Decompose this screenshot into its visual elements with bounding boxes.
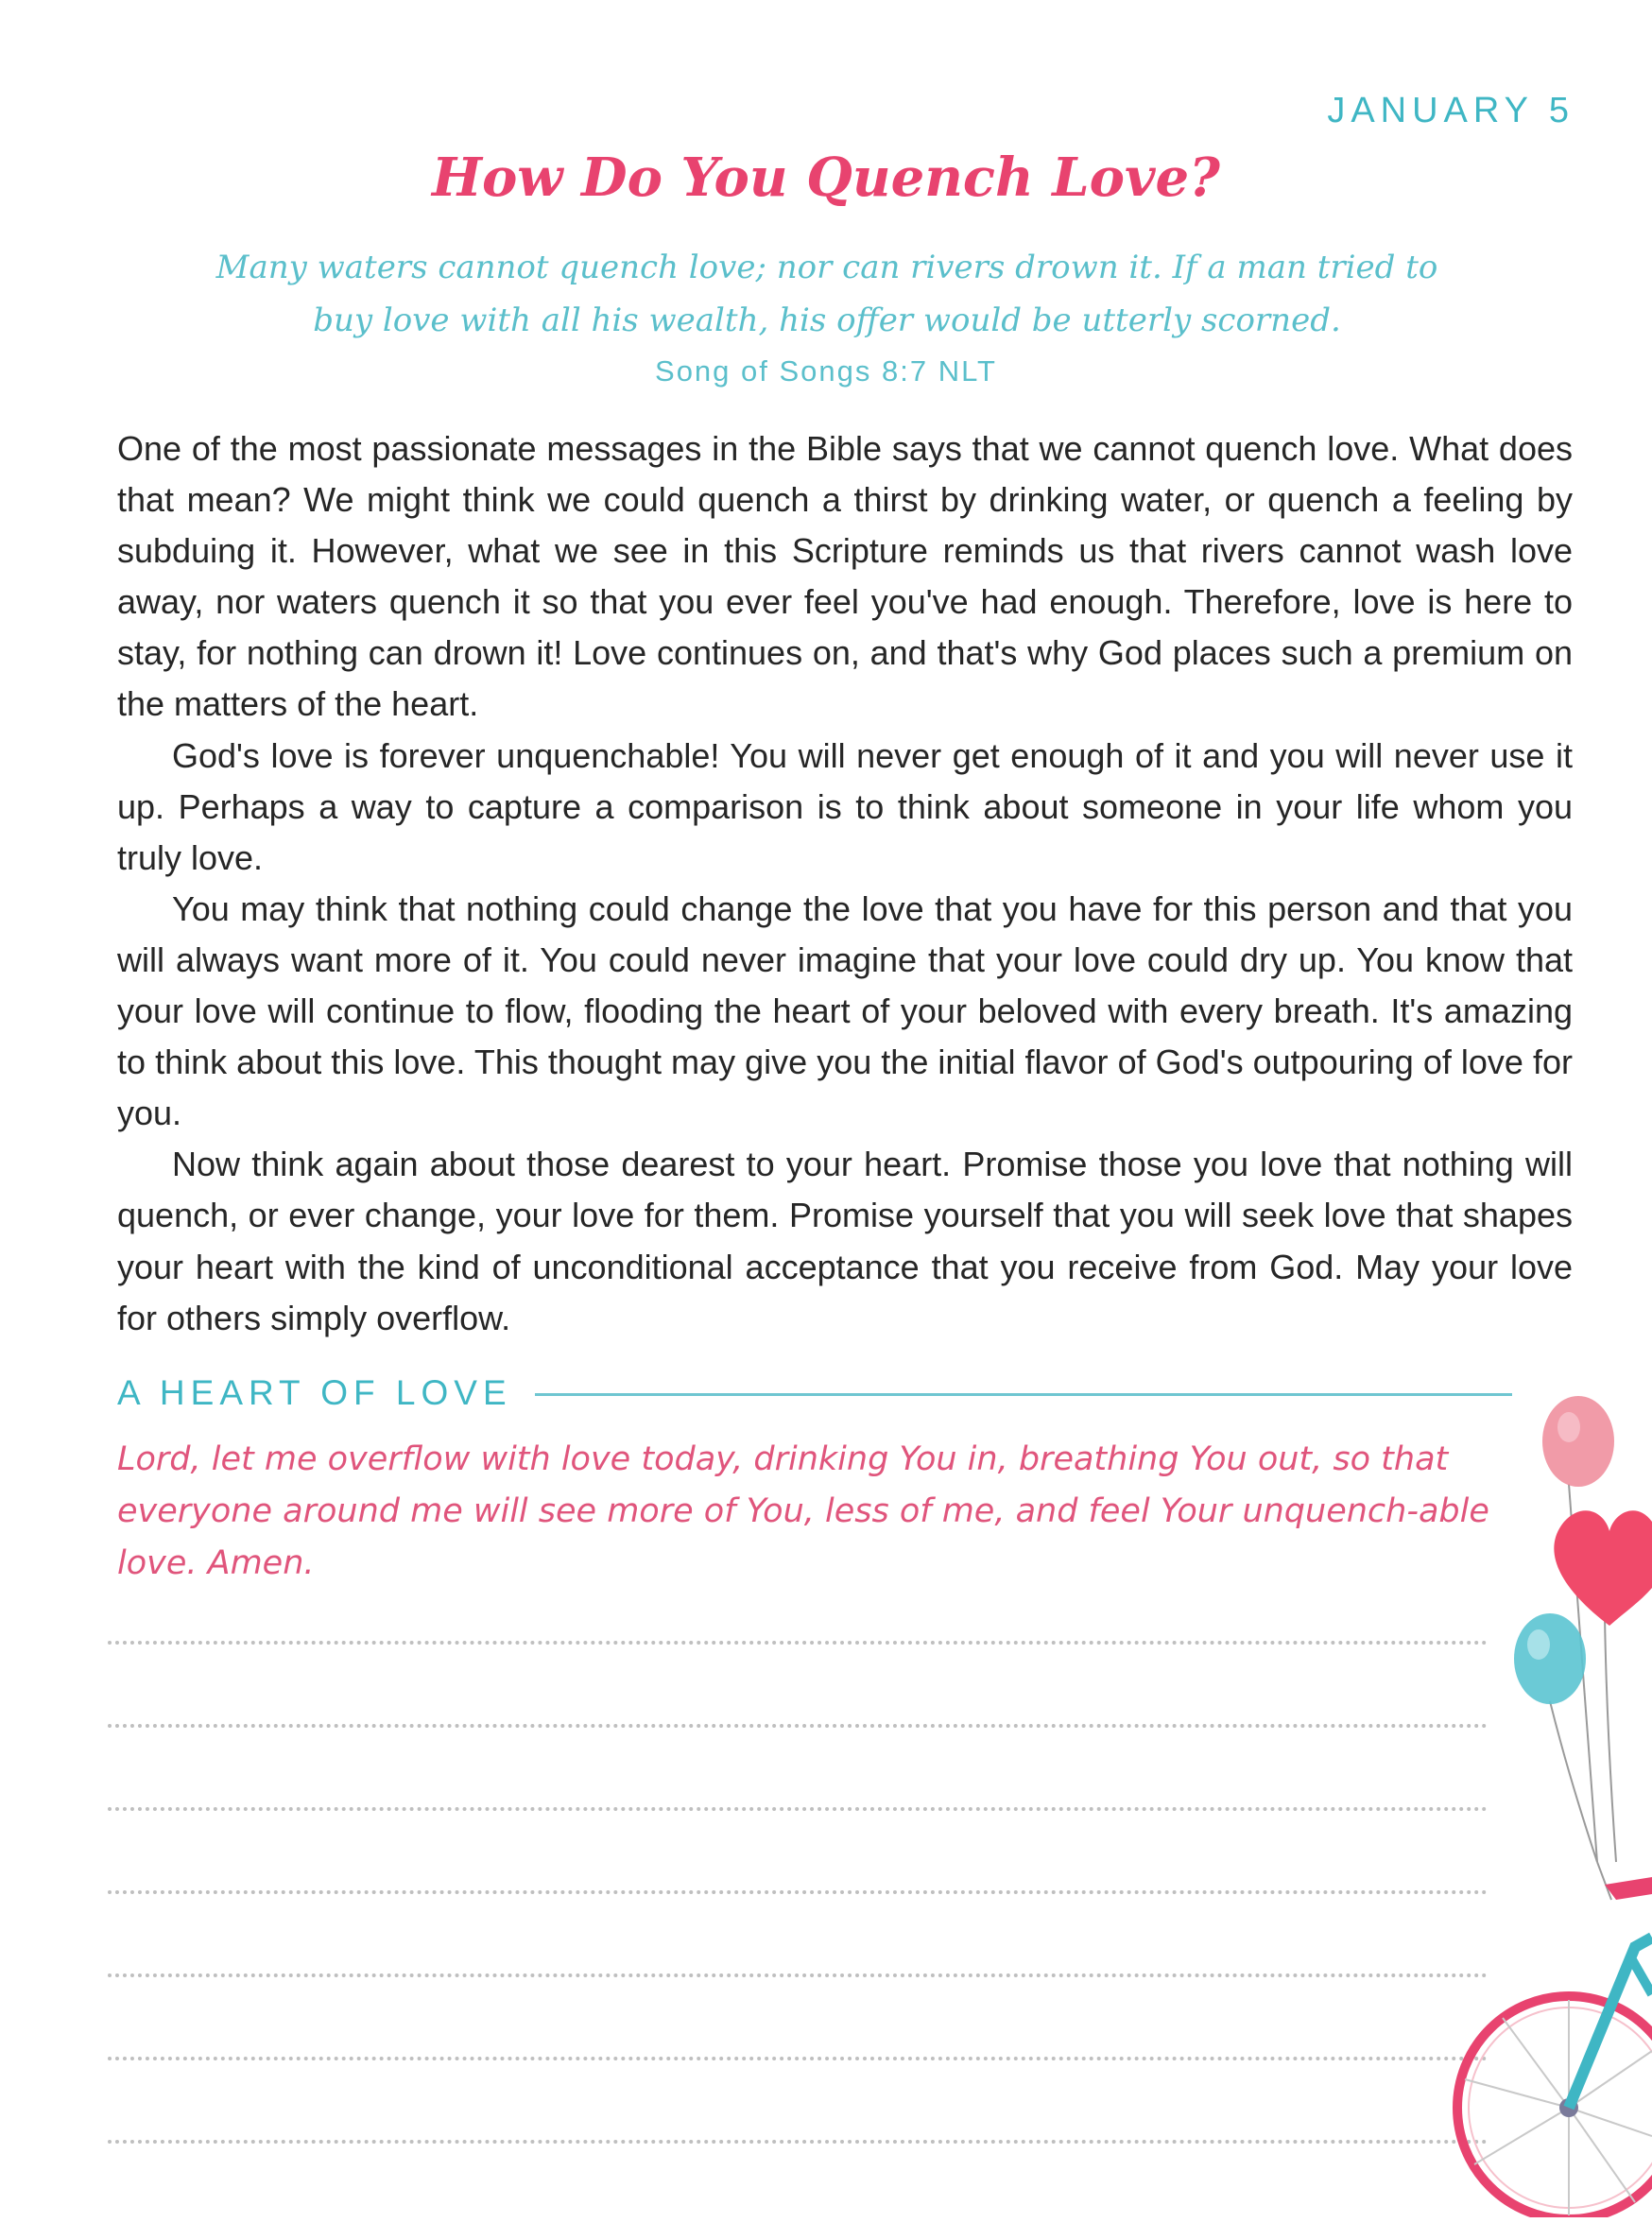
heart-balloon-icon <box>1554 1510 1652 1626</box>
balloon-icon <box>1542 1396 1614 1487</box>
journal-line[interactable] <box>108 2140 1488 2144</box>
journal-line[interactable] <box>108 1641 1488 1645</box>
balloon-bicycle-illustration <box>1437 1333 1652 2217</box>
body-text <box>117 423 1573 1344</box>
prayer-heading: A HEART OF LOVE <box>117 1373 512 1412</box>
verse-quote: Many waters cannot quench love; nor can rivers drown it. If a man tried to buy love with all his wealth, his offer would be utterly scorned. <box>215 249 1438 339</box>
body-paragraph: You may think that nothing could change the love that you have for this person and that you will always want more of it. You could never imagine that your love could dry up. You know that your love will continue to flow, flooding the heart of your beloved with every breath. It's amazing to think about this love. This thought may give you the initial flavor of God's outpouring of love for you. <box>117 888 1573 1133</box>
journal-line[interactable] <box>108 1890 1488 1894</box>
prayer-heading-rule <box>535 1393 1512 1396</box>
body-paragraph: One of the most passionate messages in the Bible says that we cannot quench love. What does that mean? We might think we could quench a thirst by drinking water, or quench a feeling by subduing it. However, what we see in this Scripture reminds us that rivers cannot wash love away, nor waters quench it so that you ever feel you've had enough. Therefore, love is here to stay, for nothing can drown it! Love continues on, and that's why God places such a premium on the matters of the heart. <box>117 429 1573 724</box>
verse-reference: Song of Songs 8:7 NLT <box>655 354 997 388</box>
date-label: JANUARY 5 <box>1327 91 1575 130</box>
journal-line[interactable] <box>108 1973 1488 1977</box>
prayer-text: Lord, let me overflow with love today, drinking You in, breathing You out, so that everyone around me will see more of You, less of me, and feel Your unquench-able love. Amen. <box>117 1440 1489 1582</box>
teal-balloon-icon <box>1514 1613 1586 1704</box>
journal-line[interactable] <box>108 1724 1488 1728</box>
bicycle-icon <box>1457 1877 1652 2217</box>
journal-line[interactable] <box>108 2057 1488 2060</box>
journal-line[interactable] <box>108 1807 1488 1811</box>
body-paragraph: Now think again about those dearest to your heart. Promise those you love that nothing will quench, or ever change, your love for them. Promise yourself that you will seek love that shapes your heart with the kind of unconditional acceptance that you receive from God. May your love for others simply overflow. <box>117 1145 1573 1337</box>
body-paragraph: God's love is forever unquenchable! You will never get enough of it and you will never use it up. Perhaps a way to capture a comparison is to think about someone in your life whom you truly love. <box>117 735 1573 877</box>
journal-lines <box>108 1641 1488 2223</box>
page-title: How Do You Quench Love? <box>432 146 1220 209</box>
